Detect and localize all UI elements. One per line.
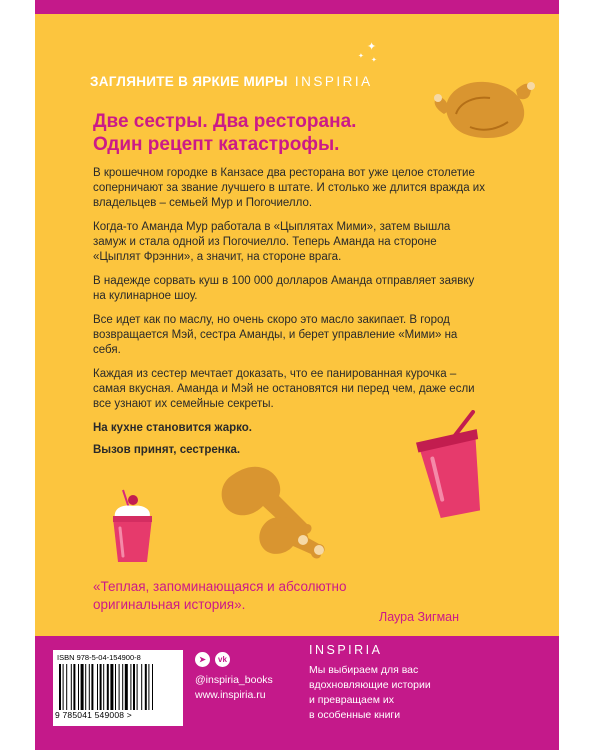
top-color-strip (35, 0, 559, 14)
mission-line: вдохновляющие истории (309, 679, 431, 691)
brand-name: INSPIRIA (294, 74, 373, 89)
mission-line: в особенные книги (309, 709, 401, 721)
headline (93, 110, 356, 156)
social-icons (195, 652, 273, 667)
social-links (195, 652, 273, 703)
series-tagline (90, 74, 373, 89)
sparkle-icon: ✦ (367, 41, 377, 53)
description-paragraph: Все идет как по маслу, но очень скоро это масло закипает. В город возвращается Мэй, сестра Аманды, и берет управление «Мими» на себя. (93, 314, 458, 356)
drumsticks-illustration (213, 462, 333, 562)
telegram-icon[interactable]: ➤ (195, 652, 210, 667)
vk-icon[interactable]: vk (215, 652, 230, 667)
headline-line-1: Две сестры. Два ресторана. (93, 111, 357, 132)
mission-line: и превращаем их (309, 694, 394, 706)
publisher-info (309, 643, 431, 723)
quote-author: Лаура Зигман (379, 610, 460, 624)
social-handle[interactable]: @inspiria_books (195, 674, 273, 686)
description-paragraph: В крошечном городке в Канзасе два ресторана вот уже целое столетие соперничают за звание лучшего в штате. И столько же длится вражда их владельцев – семьей Мур и Погочиелло. (93, 167, 485, 209)
description-paragraph: Когда-то Аманда Мур работала в «Цыплятах Мими», затем вышла замуж и стала одной из Погочиелло. Теперь Аманда на стороне «Цыплят Фрэнни», а значит, на стороне врага. (93, 221, 451, 263)
description-emphasis: Вызов принят, сестренка. (93, 444, 241, 456)
barcode-digits: 9 785041 549008 > (55, 710, 132, 720)
review-quote (93, 578, 347, 614)
publisher-mission (309, 663, 431, 723)
tagline-text: ЗАГЛЯНИТЕ В ЯРКИЕ МИРЫ (90, 74, 288, 89)
barcode-box (53, 650, 183, 726)
quote-line-1: «Теплая, запоминающаяся и абсолютно (93, 579, 347, 594)
description-paragraph: Каждая из сестер мечтает доказать, что ее панированная курочка – самая вкусная. Аманда и Мэй не остановятся ни перед чем, даже если все узнают их семейные секреты. (93, 368, 475, 410)
sparkle-icon: ✦ (371, 57, 377, 64)
mission-line: Мы выбираем для вас (309, 664, 419, 676)
milkshake-illustration (105, 488, 160, 566)
website-link[interactable]: www.inspiria.ru (195, 689, 266, 701)
publisher-logo: INSPIRIA (309, 643, 383, 657)
roast-chicken-illustration (430, 72, 540, 147)
description-paragraph: В надежде сорвать куш в 100 000 долларов Аманда отправляет заявку на кулинарное шоу. (93, 275, 475, 302)
quote-line-2: оригинальная история». (93, 597, 246, 612)
headline-line-2: Один рецепт катастрофы. (93, 134, 340, 155)
soda-cup-illustration (415, 410, 490, 520)
barcode-bars (59, 664, 177, 710)
sparkle-icon: ✦ (358, 53, 364, 60)
description-emphasis: На кухне становится жарко. (93, 422, 252, 434)
isbn-number: ISBN 978-5-04-154900-8 (57, 653, 141, 662)
book-back-cover (35, 0, 559, 750)
